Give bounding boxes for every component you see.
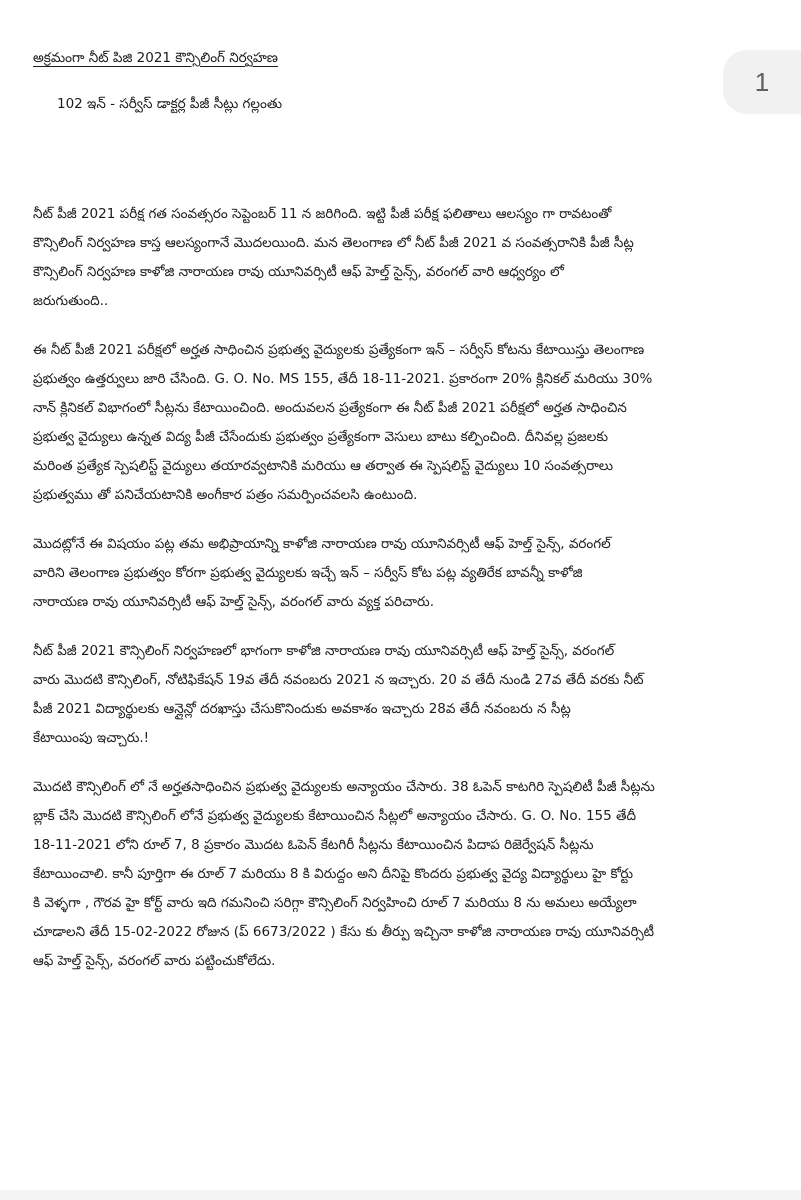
text-line: చూడాలని తేదీ 15-02-2022 రోజున (ప్ 6673/2022 ) కేసు కు తీర్పు ఇచ్చినా కాళోజి నారాయణ రావు యూనివర్సిటీ <box>33 924 655 940</box>
paragraph <box>33 637 775 753</box>
text-line: జరుగుతుంది.. <box>33 293 109 309</box>
text-line: బ్లాక్ చేసి మొదటి కౌన్సిలింగ్ లోనే ప్రభుత్వ వైద్యులకు కేటాయించిన సీట్లలో అన్యాయం చేసారు. G. O. No. 155 తేదీ <box>33 808 637 824</box>
page-bottom-edge <box>0 1190 801 1200</box>
text-line: పీజీ 2021 విద్యార్థులకు ఆన్లైన్లో దరఖాస్తు చేసుకొనిందుకు అవకాశం ఇచ్చారు 28వ తేదీ నవంబరు న సీట్ల <box>33 701 571 717</box>
text-line: ప్రభుత్వం ఉత్తర్వులు జారి చేసింది. G. O. No. MS 155, తేదీ 18-11-2021. ప్రకారంగా 20% క్లినికల్ మరియు 30% <box>33 371 653 387</box>
text-line: 18-11-2021 లోని రూల్ 7, 8 ప్రకారం మొదట ఓపెన్ కేటగిరీ సీట్లను కేటాయించిన పిదాప రిజెర్వేషన్ సీట్లను <box>33 837 594 853</box>
text-line: కౌన్సిలింగ్ నిర్వహణ కాస్త ఆలస్యంగానే మొదలయింది. మన తెలంగాణ లో నీట్ పీజీ 2021 వ సంవత్సరానికి పీజీ సీట్ల <box>33 235 634 251</box>
text-line: వారు మొదటి కౌన్సిలింగ్, నోటిఫికేషన్ 19వ తేదీ నవంబరు 2021 న ఇచ్చారు. 20 వ తేదీ నుండి 27వ తేదీ వరకు నీట్ <box>33 672 644 688</box>
text-line: ఆఫ్ హెల్త్ సైన్స్, వరంగల్ వారు పట్టించుకోలేదు. <box>33 953 276 969</box>
document-title: అక్రమంగా నీట్ పిజి 2021 కౌన్సిలింగ్ నిర్వహణ <box>33 50 278 66</box>
text-line: ప్రభుత్వ వైద్యులు ఉన్నత విద్య పీజీ చేసేందుకు ప్రభుత్వం ప్రత్యేకంగా వెసులు బాటు కల్పించింది. దీనివల్ల ప్రజలకు <box>33 429 609 445</box>
document-subtitle: 102 ఇన్ - సర్వీస్ డాక్టర్ల పీజీ సీట్లు గల్లంతు <box>57 96 283 112</box>
text-line: నీట్ పీజీ 2021 కౌన్సిలింగ్ నిర్వహణలో భాగంగా కాళోజి నారాయణ రావు యూనివర్సిటీ ఆఫ్ హెల్త్ సైన్స్, వరంగల్ <box>33 643 615 659</box>
text-line: ఈ నీట్ పీజీ 2021 పరీక్షలో అర్హత సాధించిన ప్రభుత్వ వైద్యులకు ప్రత్యేకంగా ఇన్ – సర్వీస్ కోటను కేటాయిస్తు తెలంగాణ <box>33 342 645 358</box>
page-number-badge <box>723 50 801 114</box>
page-number: 1 <box>754 66 770 97</box>
document-body <box>33 200 775 996</box>
text-line: నాన్ క్లినికల్ విభాగంలో సీట్లను కేటాయించింది. అందువలన ప్రత్యేకంగా ఈ నీట్ పీజీ 2021 పరీక్షలో అర్హత సాధించిన <box>33 400 627 416</box>
paragraph <box>33 530 775 617</box>
text-line: నీట్ పీజీ 2021 పరీక్ష గత సంవత్సరం సెప్టెంబర్ 11 న జరిగింది. ఇట్టి పీజీ పరీక్ష ఫలితాలు ఆలస్యం గా రావటంతో <box>33 206 612 222</box>
text-line: మొదటి కౌన్సిలింగ్ లో నే అర్హతసాధించిన ప్రభుత్వ వైద్యులకు అన్యాయం చేసారు. 38 ఓపెన్ కాటగిరి స్పెషలిటీ పీజీ సీట్లను <box>33 779 655 795</box>
text-line: కి వెళ్ళగా , గౌరవ హై కోర్ట్ వారు ఇది గమనించి సరిగ్గా కౌన్సిలింగ్ నిర్వహించి రూల్ 7 మరియు 8 ను అమలు అయ్యేలా <box>33 895 637 911</box>
text-line: కేటాయించాలి. కానీ పూర్తిగా ఈ రూల్ 7 మరియు 8 కి విరుద్దం అని దీనిపై కొందరు ప్రభుత్వ వైద్య విద్యార్థులు హై కోర్టు <box>33 866 634 882</box>
text-line: కేటాయింపు ఇచ్చారు.! <box>33 730 150 746</box>
text-line: మరింత ప్రత్యేక స్పెషలిస్ట్ వైద్యులు తయారవ్వటానికి మరియు ఆ తర్వాత ఈ స్పెషలిస్ట్ వైద్యులు 10 సంవత్సరాలు <box>33 458 614 474</box>
text-line: నారాయణ రావు యూనివర్సిటీ ఆఫ్ హెల్త్ సైన్స్, వరంగల్ వారు వ్యక్త పరిచారు. <box>33 594 434 610</box>
text-line: కౌన్సిలింగ్ నిర్వహణ కాళోజి నారాయణ రావు యూనివర్సిటీ ఆఫ్ హెల్త్ సైన్స్, వరంగల్ వారి ఆధ్వర్యం లో <box>33 264 564 280</box>
text-line: మొదట్లోనే ఈ విషయం పట్ల తమ అభిప్రాయాన్ని కాళోజి నారాయణ రావు యూనివర్సిటీ ఆఫ్ హెల్త్ సైన్స్, వరంగల్ <box>33 536 611 552</box>
paragraph <box>33 200 775 316</box>
paragraph <box>33 773 775 976</box>
text-line: వారిని తెలంగాణ ప్రభుత్వం కోరగా ప్రభుత్వ వైద్యులకు ఇచ్చే ఇన్ – సర్వీస్ కోట పట్ల వ్యతిరేక బావన్నీ కాళోజి <box>33 565 583 581</box>
paragraph <box>33 336 775 510</box>
text-line: ప్రభుత్వము తో పనిచేయటానికి అంగీకార పత్రం సమర్పించవలసి ఉంటుంది. <box>33 487 418 503</box>
